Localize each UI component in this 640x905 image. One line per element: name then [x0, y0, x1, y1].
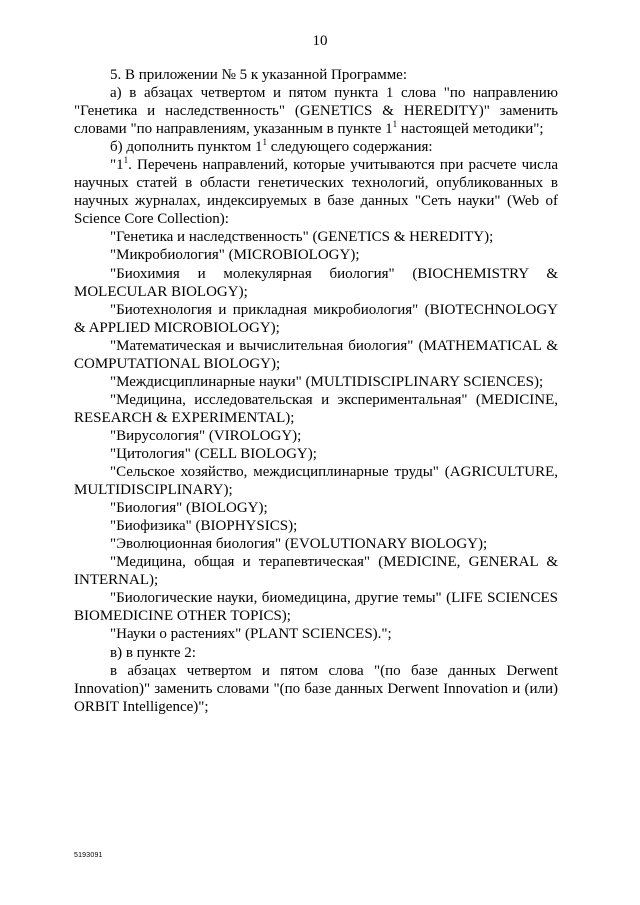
list-item: "Микробиология" (MICROBIOLOGY);: [110, 247, 360, 264]
document-code: 5193091: [74, 852, 103, 859]
list-item: "Биохимия и молекулярная биология" (BIOCHEMISTRY & MOLECULAR BIOLOGY);: [74, 265, 558, 300]
list-item: "Междисциплинарные науки" (MULTIDISCIPLINARY SCIENCES);: [110, 373, 544, 390]
paragraph-subitem-a-end: настоящей методики";: [397, 121, 544, 138]
paragraph-list-intro-start: "1: [110, 157, 124, 174]
paragraph-subitem-b: [74, 138, 558, 156]
page-number: 10: [312, 33, 328, 49]
list-item: "Биотехнология и прикладная микробиология" (BIOTECHNOLOGY & APPLIED MICROBIOLOGY);: [74, 301, 558, 336]
list-item: "Математическая и вычислительная биология" (MATHEMATICAL & COMPUTATIONAL BIOLOGY);: [74, 337, 558, 372]
superscript: 1: [392, 119, 398, 130]
list-item: "Цитология" (CELL BIOLOGY);: [110, 445, 317, 462]
paragraph-subitem-b-text: б) дополнить пунктом 1: [110, 139, 263, 156]
superscript: 1: [262, 137, 267, 148]
paragraph-subitem-b-end: следующего содержания:: [266, 139, 433, 156]
paragraph-item-5: 5. В приложении № 5 к указанной Программе:: [110, 67, 408, 83]
list-item: "Биологические науки, биомедицина, другие темы" (LIFE SCIENCES BIOMEDICINE OTHER TOPICS);: [74, 590, 558, 625]
list-item: "Медицина, общая и терапевтическая" (MEDICINE, GENERAL & INTERNAL);: [74, 554, 558, 589]
paragraph-list-intro-text: . Перечень направлений, которые учитываются при расчете числа научных статей в области генетических технологий, опубликованных в научных журналах, индексируемых в базе данных "Сеть науки" (Web of Science Core Collection):: [74, 157, 558, 228]
paragraph-subitem-a-text: а) в абзацах четвертом и пятом пункта 1 слова "по направлению "Генетика и наследственность" (GENETICS & HEREDITY)" заменить словами "по направлениям, указанным в пункте 1: [74, 85, 558, 138]
superscript: 1: [123, 155, 129, 166]
list-item: "Вирусология" (VIROLOGY);: [110, 427, 302, 444]
paragraph-subitem-a: [74, 84, 558, 138]
list-item: "Науки о растениях" (PLANT SCIENCES).";: [110, 626, 392, 643]
paragraph-subitem-v-body: в абзацах четвертом и пятом слова "(по базе данных Derwent Innovation)" заменить словами "(по базе данных Derwent Innovation и (или) ORBIT Intelligence)";: [74, 662, 558, 715]
list-item: "Биофизика" (BIOPHYSICS);: [110, 518, 298, 535]
paragraph-subitem-v: в) в пункте 2:: [110, 644, 196, 661]
list-item: "Эволюционная биология" (EVOLUTIONARY BIOLOGY);: [110, 536, 488, 553]
list-item: "Медицина, исследовательская и экспериментальная" (MEDICINE, RESEARCH & EXPERIMENTAL);: [74, 391, 558, 426]
list-item: "Сельское хозяйство, междисциплинарные труды" (AGRICULTURE, MULTIDISCIPLINARY);: [74, 464, 558, 499]
document-body: [74, 66, 558, 716]
list-item: "Биология" (BIOLOGY);: [110, 500, 268, 517]
paragraph-list-intro: [74, 156, 558, 228]
list-item: "Генетика и наследственность" (GENETICS & HEREDITY);: [110, 229, 494, 246]
